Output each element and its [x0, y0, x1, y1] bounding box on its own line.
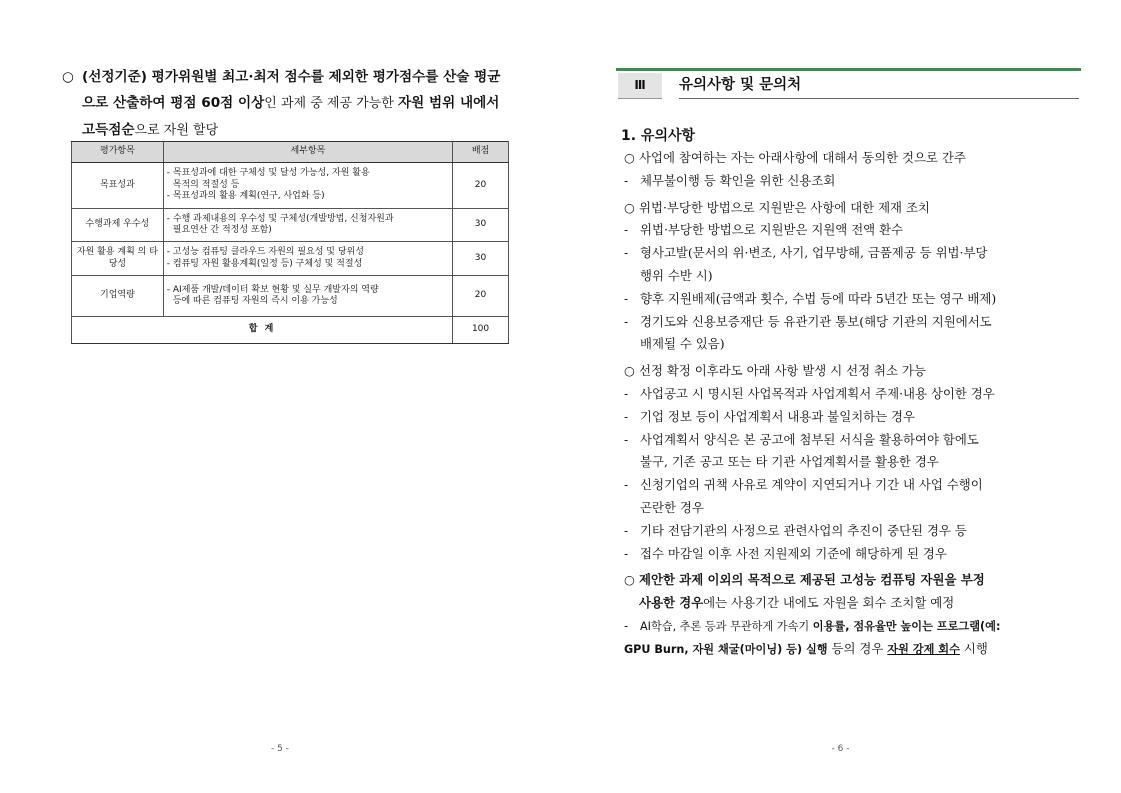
bullet-mark: ○: [62, 69, 74, 85]
item-text-bold: 사용한 경우: [639, 595, 704, 611]
item-text: 기업 정보 등이 사업계획서 내용과 불일치하는 경우: [640, 408, 915, 424]
item-text: 곤란한 경우: [640, 499, 704, 515]
row-item: 자원 활용 계획 의 타당성: [72, 242, 164, 276]
dash-mark: -: [624, 522, 629, 538]
detail-line: 목적의 적절성 등: [172, 179, 240, 190]
dash-mark: -: [624, 545, 629, 561]
detail-line: - 수행 과제내용의 우수성 및 구체성(개발방법, 신청자원과: [166, 213, 394, 224]
dash-mark: -: [624, 431, 629, 447]
detail-line: 등에 따른 컴퓨팅 자원의 즉시 이용 가능성: [172, 296, 338, 306]
row-item: 기업역량: [72, 276, 164, 317]
list-item: [624, 615, 1074, 638]
dash-mark: -: [624, 313, 629, 329]
item-text: 접수 마감일 이후 사전 지원제외 기준에 해당하게 된 경우: [640, 545, 947, 561]
item-text: 체무불이행 등 확인을 위한 신용조회: [640, 172, 836, 188]
list-item-continued: [624, 497, 1074, 520]
item-text: 신청기업의 귀책 사유로 계약이 지연되거나 기간 내 사업 수행이: [640, 477, 983, 493]
header-details: 세부항목: [163, 142, 452, 163]
header-score: 배점: [453, 142, 509, 163]
item-text: [639, 592, 954, 615]
criteria-normal-1: 인 과제 중 제공 가능한: [264, 96, 398, 111]
dash-mark: -: [624, 222, 629, 238]
item-text-bold-underlined: 자원 강제 회수: [887, 642, 960, 656]
circle-mark: ○: [624, 363, 635, 379]
list-item-continued: [624, 333, 1074, 356]
list-item: [624, 288, 1074, 311]
list-item: [624, 242, 1074, 265]
list-item: [624, 170, 1074, 193]
row-details: [163, 276, 452, 317]
circle-mark: ○: [624, 150, 635, 165]
left-page: [0, 0, 560, 793]
detail-line: - AI제품 개발/데이터 확보 현황 및 실무 개발자의 역량: [166, 284, 379, 295]
table-row: [72, 209, 509, 242]
dash-mark: -: [624, 290, 629, 306]
selection-criteria: [62, 64, 512, 144]
criteria-normal-2: 으로 자원 할당: [134, 123, 219, 138]
table-row: [72, 276, 509, 317]
item-text: 위법·부당한 방법으로 지원받은 사항에 대한 제재 조치: [639, 199, 930, 215]
item-text: 배제될 수 있음): [640, 336, 725, 352]
item-text: 불구, 기존 공고 또는 타 기관 사업계획서를 활용한 경우: [640, 454, 939, 470]
item-text-normal: 등의 경우: [827, 640, 888, 656]
list-item: [624, 360, 1074, 383]
item-text-normal: 시행: [959, 640, 988, 656]
criteria-bold-2: 자원 범위 내에서 고득점순: [82, 95, 500, 138]
list-item: [624, 147, 1074, 170]
detail-line: - 목표성과의 활용 계획(연구, 사업화 등): [166, 191, 325, 202]
detail-line: 필요연산 간 적정성 포함): [172, 225, 272, 235]
list-item-continued: [624, 592, 1074, 615]
page-number-right: - 6 -: [831, 744, 850, 754]
total-label: 합 계: [72, 317, 453, 344]
dash-mark: -: [624, 172, 629, 188]
dash-mark: -: [624, 245, 629, 261]
item-text: 위법·부당한 방법으로 지원받은 지원액 전액 환수: [640, 222, 904, 238]
item-text: 사업에 참여하는 자는 아래사항에 대해서 동의한 것으로 간주: [639, 150, 966, 165]
item-text-bold: 이용률, 점유율만 높이는 프로그램(예:: [812, 619, 1001, 633]
dash-mark: -: [624, 408, 629, 424]
criteria-paragraph: [82, 64, 512, 144]
table-row: [72, 163, 509, 209]
row-score: 20: [453, 276, 509, 317]
circle-mark: ○: [624, 572, 635, 588]
item-text-normal: AI학습, 추론 등과 무관하게 가속기: [640, 619, 813, 633]
dash-mark: -: [624, 617, 629, 633]
list-item: [624, 383, 1074, 406]
item-text: 사업계획서 양식은 본 공고에 첨부된 서식을 활용하여야 함에도: [640, 431, 979, 447]
section-title: 유의사항 및 문의처: [679, 73, 1079, 99]
row-details: [163, 209, 452, 242]
list-item: [624, 197, 1074, 220]
row-details: [163, 242, 452, 276]
row-details: [163, 163, 452, 209]
table-header-row: [72, 142, 509, 163]
row-score: 20: [453, 163, 509, 209]
dash-mark: -: [624, 477, 629, 493]
item-text: 사업공고 시 명시된 사업목적과 사업계획서 주제·내용 상이한 경우: [640, 385, 995, 401]
evaluation-table: [71, 141, 509, 344]
page-number-left: - 5 -: [271, 744, 289, 754]
item-text-bold: GPU Burn, 자원 채굴(마이닝) 등) 실행: [624, 642, 828, 656]
list-item-continued: [624, 638, 1074, 661]
header-item: 평가항목: [72, 142, 164, 163]
list-item: [624, 474, 1074, 497]
row-item: 목표성과: [72, 163, 164, 209]
list-item: [624, 543, 1074, 566]
detail-line: - 컴퓨팅 자원 활용계획(일정 등) 구체성 및 적절성: [166, 258, 363, 269]
list-item: [624, 569, 1074, 592]
list-item: [624, 219, 1074, 242]
subsection-title: 1. 유의사항: [621, 128, 696, 144]
detail-line: - 고성능 컴퓨팅 클라우드 자원의 필요성 및 당위성: [166, 247, 364, 257]
row-score: 30: [453, 242, 509, 276]
circle-mark: ○: [624, 199, 635, 215]
notice-list: [624, 147, 1074, 661]
item-text: [640, 615, 1000, 639]
item-text: 선정 확정 이후라도 아래 사항 발생 시 선정 취소 가능: [639, 363, 926, 379]
detail-line: - 목표성과에 대한 구체성 및 달성 가능성, 자원 활용: [166, 168, 370, 179]
list-item-continued: [624, 265, 1074, 288]
item-text: 형사고발(문서의 위·변조, 사기, 업무방해, 금품제공 등 위법·부당: [640, 245, 988, 261]
section-rule: [616, 68, 1081, 71]
item-text: 향후 지원배제(금액과 횟수, 수법 등에 따라 5년간 또는 영구 배제): [640, 290, 997, 306]
criteria-bold-1: (선정기준) 평가위원별 최고·최저 점수를 제외한 평가점수를 산술 평균으로 산출하여 평점 60점 이상: [82, 69, 501, 111]
item-text: 기타 전담기관의 사정으로 관련사업의 추진이 중단된 경우 등: [640, 522, 967, 538]
item-text-normal: 에는 사용기간 내에도 자원을 회수 조치할 예정: [703, 595, 955, 611]
list-item: [624, 429, 1074, 452]
list-item-continued: [624, 451, 1074, 474]
total-score: 100: [453, 317, 509, 344]
right-page: [560, 0, 1121, 793]
section-number: Ⅲ: [618, 73, 662, 99]
section-header: [616, 68, 1081, 100]
list-item: [624, 311, 1074, 334]
dash-mark: -: [624, 385, 629, 401]
item-text: 제안한 과제 이외의 목적으로 제공된 고성능 컴퓨팅 자원을 부정: [639, 572, 985, 588]
list-item: [624, 520, 1074, 543]
table-total-row: [72, 317, 509, 344]
item-text: 경기도와 신용보증재단 등 유관기관 통보(해당 기관의 지원에서도: [640, 313, 992, 329]
table-row: [72, 242, 509, 276]
item-text: [624, 638, 988, 662]
item-text: 행위 수반 시): [640, 267, 713, 283]
row-score: 30: [453, 209, 509, 242]
row-item: 수행과제 우수성: [72, 209, 164, 242]
list-item: [624, 406, 1074, 429]
